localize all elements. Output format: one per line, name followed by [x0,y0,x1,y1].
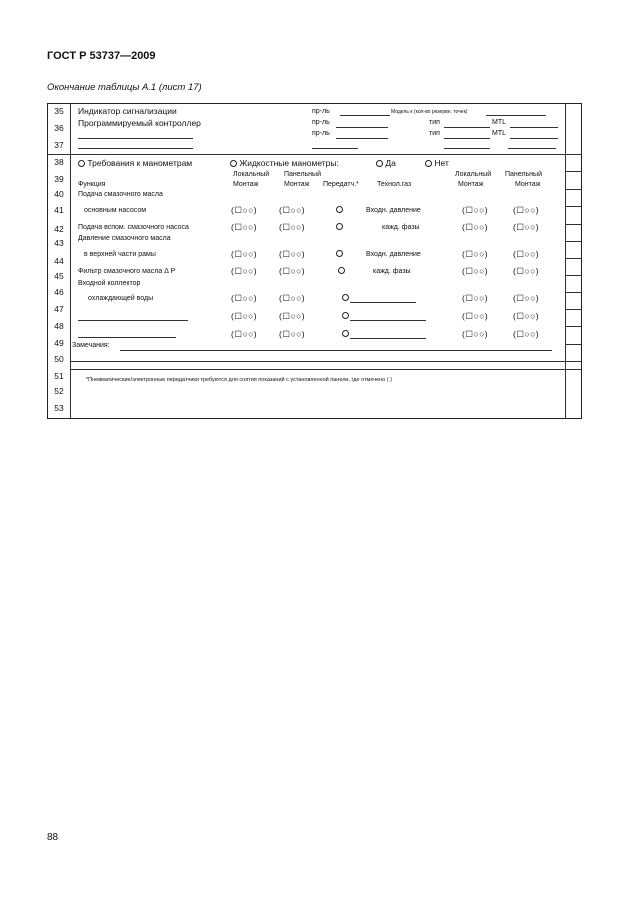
col-mount: Монтаж [233,181,259,188]
lube-oil-filter-label: Фильтр смазочного масла Δ Р [78,268,176,275]
table-caption: Окончание таблицы А.1 (лист 17) [47,82,202,93]
local-mount-checkbox-group[interactable]: (☐○○) [462,249,489,259]
mtl-label: MTL [492,130,506,137]
inlet-pressure-label: Входн. давление [366,207,421,214]
type-label: тип [429,130,440,137]
function-blank-field[interactable] [78,337,176,338]
main-pump-label: основным насосом [84,207,147,214]
row-number: 49 [54,338,64,348]
radio-icon [78,160,85,167]
row-number: 39 [54,174,64,184]
row-separator [565,292,581,293]
model-field[interactable] [486,115,546,116]
panel-mount-checkbox-group[interactable]: (☐○○) [513,205,540,215]
radio-icon [230,160,237,167]
blank-field[interactable] [444,148,490,149]
remarks-label: Замечания: [72,342,110,349]
each-phase-label: кажд. фазы [382,224,420,231]
lube-oil-supply-label: Подача смазочного масла [78,191,163,198]
mtl-label: MTL [492,119,506,126]
row-separator [48,154,581,155]
local-mount-checkbox-group[interactable]: (☐○○) [462,266,489,276]
right-column-divider [565,104,566,418]
mtl-field[interactable] [510,138,558,139]
inlet-manifold-label: Входной коллектор [78,280,141,287]
row-separator [565,241,581,242]
inlet-pressure-label: Входн. давление [366,251,421,258]
tech-gas-field[interactable] [350,302,416,303]
local-mount-checkbox-group[interactable]: (☐○○) [231,205,258,215]
blank-field[interactable] [78,148,193,149]
function-blank-field[interactable] [78,320,188,321]
page-number: 88 [47,832,59,843]
col-techgas: Технол.газ [377,181,412,188]
row-number: 44 [54,256,64,266]
col-mount: Монтаж [284,181,310,188]
document-header: ГОСТ Р 53737—2009 [47,50,156,62]
row-separator [565,224,581,225]
row-separator [565,258,581,259]
option-yes[interactable]: Да [376,158,396,168]
row-number: 48 [54,321,64,331]
panel-mount-checkbox-group[interactable]: (☐○○) [279,249,306,259]
footnote: *Пневматические/электронные передатчики требуются для снятия показаний с установленной панели, где отмечено ( ) [86,377,392,383]
blank-field[interactable] [508,148,556,149]
option-no[interactable]: Нет [425,158,449,168]
local-mount-checkbox-group[interactable]: (☐○○) [231,293,258,303]
mtl-field[interactable] [510,127,558,128]
model-note: Модель к (кол-во резервн. точек) [391,109,468,115]
col-local: Локальный [455,171,492,178]
plc-label: Программируемый контроллер [78,118,201,128]
panel-mount-checkbox-group[interactable]: (☐○○) [513,293,540,303]
panel-mount-checkbox-group[interactable]: (☐○○) [279,266,306,276]
blank-field[interactable] [312,148,358,149]
row-number: 42 [54,224,64,234]
col-local: Локальный [233,171,270,178]
datasheet-table [47,103,582,419]
radio-icon [336,223,343,230]
local-mount-checkbox-group[interactable]: (☐○○) [231,249,258,259]
tech-gas-field[interactable] [350,320,426,321]
panel-mount-checkbox-group[interactable]: (☐○○) [513,222,540,232]
manufacturer-label: пр-ль [312,108,330,115]
panel-mount-checkbox-group[interactable]: (☐○○) [279,205,306,215]
row-number: 41 [54,205,64,215]
col-panel: Панельный [284,171,321,178]
row-number: 43 [54,238,64,248]
row-number-divider [70,104,71,418]
panel-mount-checkbox-group[interactable]: (☐○○) [513,266,540,276]
aux-pump-label: Подача вспом. смазочного насоса [78,224,189,231]
panel-mount-checkbox-group[interactable]: (☐○○) [513,311,540,321]
local-mount-checkbox-group[interactable]: (☐○○) [231,329,258,339]
local-mount-checkbox-group[interactable]: (☐○○) [462,329,489,339]
col-mount: Монтаж [458,181,484,188]
type-field[interactable] [444,138,490,139]
radio-icon [342,294,349,301]
local-mount-checkbox-group[interactable]: (☐○○) [231,266,258,276]
local-mount-checkbox-group[interactable]: (☐○○) [462,311,489,321]
tech-gas-field[interactable] [350,338,426,339]
local-mount-checkbox-group[interactable]: (☐○○) [231,222,258,232]
row-number: 50 [54,354,64,364]
panel-mount-checkbox-group[interactable]: (☐○○) [279,311,306,321]
row-separator [565,206,581,207]
local-mount-checkbox-group[interactable]: (☐○○) [231,311,258,321]
transmitter-radio[interactable] [342,294,349,301]
radio-icon [425,160,432,167]
row-number: 38 [54,157,64,167]
local-mount-checkbox-group[interactable]: (☐○○) [462,205,489,215]
transmitter-radio[interactable] [336,250,343,257]
manufacturer-field[interactable] [336,138,388,139]
liquid-gauges[interactable]: Жидкостные манометры: [230,158,339,168]
radio-icon [376,160,383,167]
blank-field[interactable] [78,138,193,139]
row-number: 51 [54,371,64,381]
frame-top-label: в верхней части рамы [84,251,156,258]
row-number: 36 [54,123,64,133]
row-number: 40 [54,189,64,199]
row-number: 37 [54,140,64,150]
row-number: 52 [54,386,64,396]
local-mount-checkbox-group[interactable]: (☐○○) [462,293,489,303]
row-separator [565,275,581,276]
transmitter-radio[interactable] [342,312,349,319]
panel-mount-checkbox-group[interactable]: (☐○○) [513,329,540,339]
radio-icon [342,312,349,319]
panel-mount-checkbox-group[interactable]: (☐○○) [279,222,306,232]
each-phase-label: кажд. фазы [373,268,411,275]
manufacturer-label: пр-ль [312,119,330,126]
col-transmitter: Передатч.* [323,181,359,188]
radio-icon [336,206,343,213]
radio-icon [342,330,349,337]
gauges-requirements[interactable]: Требования к манометрам [78,158,192,168]
manufacturer-field[interactable] [336,127,388,128]
lube-oil-pressure-label: Давление смазочного масла [78,235,171,242]
row-separator [70,361,581,362]
transmitter-radio[interactable] [342,330,349,337]
row-number: 53 [54,403,64,413]
radio-icon [336,250,343,257]
panel-mount-checkbox-group[interactable]: (☐○○) [513,249,540,259]
panel-mount-checkbox-group[interactable]: (☐○○) [279,329,306,339]
manufacturer-field[interactable] [340,115,390,116]
panel-mount-checkbox-group[interactable]: (☐○○) [279,293,306,303]
type-label: тип [429,119,440,126]
alarm-indicator-label: Индикатор сигнализации [78,106,177,116]
row-separator [565,189,581,190]
row-separator [565,326,581,327]
function-header: Функция [78,181,106,188]
col-panel: Панельный [505,171,542,178]
transmitter-radio[interactable] [336,223,343,230]
row-number: 46 [54,287,64,297]
local-mount-checkbox-group[interactable]: (☐○○) [462,222,489,232]
col-mount: Монтаж [515,181,541,188]
type-field[interactable] [444,127,490,128]
row-separator [565,309,581,310]
row-number: 45 [54,271,64,281]
row-number: 47 [54,304,64,314]
manufacturer-label: пр-ль [312,130,330,137]
row-number: 35 [54,106,64,116]
row-separator [565,344,581,345]
transmitter-radio[interactable] [338,267,345,274]
remarks-field[interactable] [120,350,552,351]
row-separator [565,171,581,172]
row-separator [70,369,581,370]
radio-icon [338,267,345,274]
cooling-water-label: охлаждающей воды [88,295,154,302]
transmitter-radio[interactable] [336,206,343,213]
